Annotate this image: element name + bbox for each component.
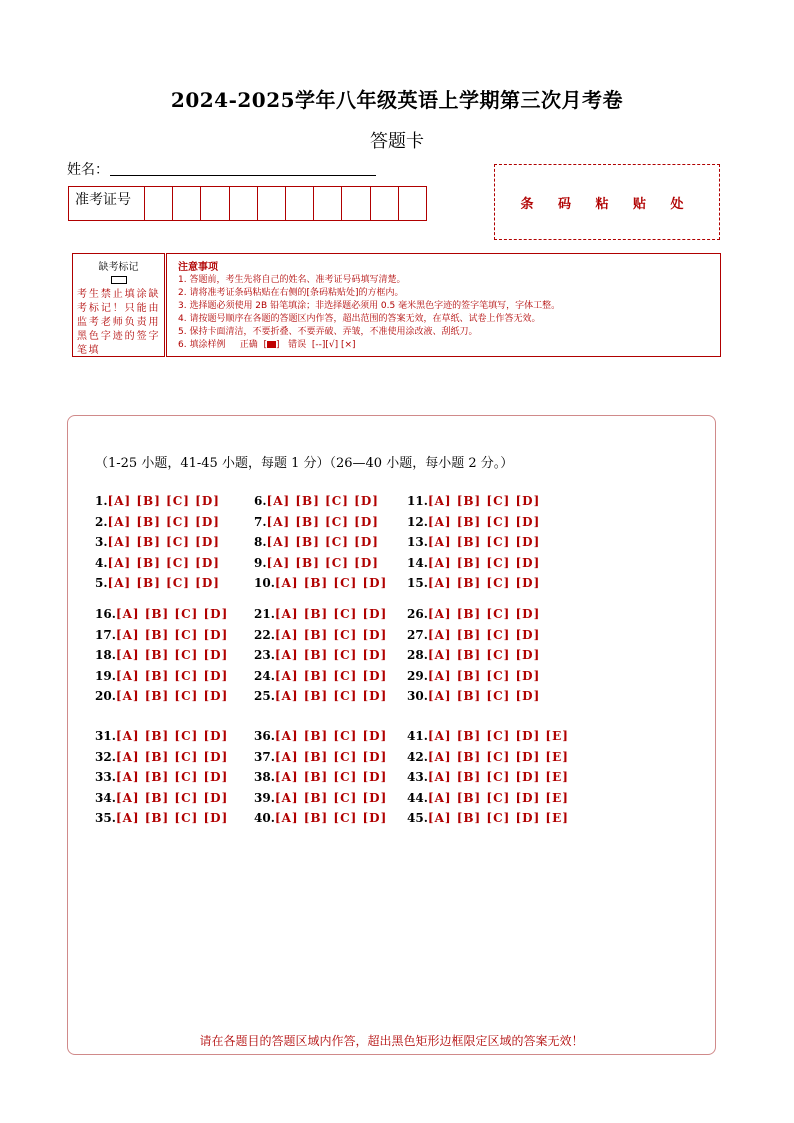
name-label: 姓名： — [67, 162, 109, 178]
question-27[interactable] — [407, 628, 540, 642]
question-number: 18. — [95, 648, 116, 663]
question-number: 29. — [407, 668, 428, 683]
answer-options[interactable]: [A] [B] [C] [D] — [107, 494, 220, 508]
ticket-digit-cell[interactable] — [371, 187, 399, 220]
question-number: 28. — [407, 648, 428, 663]
filled-mark-icon — [267, 341, 276, 348]
question-number: 44. — [407, 790, 428, 805]
question-30[interactable] — [407, 689, 540, 703]
ticket-digit-cell[interactable] — [314, 187, 342, 220]
question-8[interactable] — [254, 535, 379, 549]
notes-item: 5. 保持卡面清洁，不要折叠、不要弄破、弄皱，不准使用涂改液、刮纸刀。 — [178, 327, 478, 337]
question-7[interactable] — [254, 515, 379, 529]
question-45[interactable] — [407, 811, 569, 825]
answer-options[interactable]: [A] [B] [C] [D] — [274, 790, 388, 805]
question-11[interactable] — [407, 494, 540, 508]
absent-mark-checkbox[interactable] — [111, 276, 127, 284]
answer-options[interactable]: [A] [B] [C] [D] — [115, 689, 229, 704]
page-subtitle: 答题卡 — [370, 131, 424, 152]
question-38[interactable] — [254, 770, 387, 784]
question-12[interactable] — [407, 515, 540, 529]
question-2[interactable] — [95, 515, 220, 529]
question-25[interactable] — [254, 689, 387, 703]
question-5[interactable] — [95, 576, 220, 590]
answer-options[interactable]: [A] [B] [C] [D] — [115, 790, 229, 805]
question-32[interactable] — [95, 750, 228, 764]
answer-options[interactable]: [A] [B] [C] [D] — [427, 514, 541, 529]
question-number: 17. — [95, 627, 116, 642]
answer-options[interactable]: [A] [B] [C] [D] [E] — [427, 729, 569, 743]
question-23[interactable] — [254, 648, 387, 662]
answer-options[interactable]: [A] [B] [C] [D] — [274, 729, 388, 743]
question-number: 36. — [254, 729, 275, 743]
question-36[interactable] — [254, 729, 387, 743]
question-number: 16. — [95, 607, 116, 621]
answer-options[interactable]: [A] [B] [C] [D] — [427, 555, 541, 570]
answer-options[interactable]: [A] [B] [C] [D] — [427, 689, 541, 704]
answer-options[interactable]: [A] [B] [C] [D] — [107, 576, 220, 591]
answer-options[interactable]: [A] [B] [C] [D] — [266, 535, 379, 550]
answer-options[interactable]: [A] [B] [C] [D] — [427, 535, 541, 550]
question-number: 34. — [95, 790, 116, 805]
question-16[interactable] — [95, 607, 228, 621]
question-26[interactable] — [407, 607, 540, 621]
answer-options[interactable]: [A] [B] [C] [D] — [274, 689, 388, 704]
ticket-digit-cell[interactable] — [258, 187, 286, 220]
question-number: 12. — [407, 514, 428, 529]
question-number: 3. — [95, 535, 108, 550]
question-number: 2. — [95, 514, 108, 529]
question-number: 33. — [95, 770, 116, 785]
footer-warning: 请在各题目的答题区域内作答，超出黑色矩形边框限定区域的答案无效！ — [199, 1034, 584, 1048]
question-37[interactable] — [254, 750, 387, 764]
sample-correct-label: 正确 — [239, 340, 258, 350]
answer-options[interactable]: [A] [B] [C] [D] — [107, 535, 220, 550]
absent-mark-text: 考生禁止填涂缺考标记！只能由监考老师负责用黑色字迹的签字笔填 — [77, 289, 160, 356]
ticket-number-label: 准考证号 — [69, 187, 145, 220]
question-number: 10. — [254, 576, 275, 591]
question-number: 22. — [254, 627, 275, 642]
sample-prefix: 6. 填涂样例 — [178, 340, 226, 350]
question-15[interactable] — [407, 576, 540, 590]
barcode-area — [494, 164, 720, 240]
question-6[interactable] — [254, 494, 379, 508]
answer-options[interactable]: [A] [B] [C] [D] [E] — [427, 811, 569, 826]
question-number: 39. — [254, 790, 275, 805]
answer-options[interactable]: [A] [B] [C] [D] — [115, 627, 229, 642]
question-number: 8. — [254, 535, 267, 550]
answer-options[interactable]: [A] [B] [C] [D] — [115, 648, 229, 663]
question-40[interactable] — [254, 811, 387, 825]
answer-options[interactable]: [A] [B] [C] [D] — [274, 648, 388, 663]
answer-options[interactable]: [A] [B] [C] [D] — [427, 668, 541, 683]
question-number: 11. — [407, 494, 428, 508]
answer-options[interactable]: [A] [B] [C] [D] — [427, 607, 541, 621]
answer-options[interactable]: [A] [B] [C] [D] — [115, 749, 229, 764]
question-number: 37. — [254, 749, 275, 764]
question-18[interactable] — [95, 648, 228, 662]
answer-options[interactable]: [A] [B] [C] [D] — [274, 811, 388, 826]
answer-options[interactable]: [A] [B] [C] [D] — [115, 770, 229, 785]
notes-item: 2. 请将准考证条码粘贴在右侧的[条码粘贴处]的方框内。 — [178, 288, 404, 298]
ticket-digit-cell[interactable] — [399, 187, 426, 220]
answer-options[interactable]: [A] [B] [C] [D] [E] — [427, 790, 569, 805]
ticket-digit-cell[interactable] — [201, 187, 229, 220]
question-number: 21. — [254, 607, 275, 621]
ticket-digit-cell[interactable] — [342, 187, 370, 220]
absent-mark-title: 缺考标记 — [98, 262, 139, 273]
answer-options[interactable]: [A] [B] [C] [D] — [274, 749, 388, 764]
absent-mark-box — [72, 253, 165, 357]
question-number: 43. — [407, 770, 428, 785]
question-number: 5. — [95, 576, 108, 591]
ticket-digit-cell[interactable] — [286, 187, 314, 220]
question-42[interactable] — [407, 750, 569, 764]
question-41[interactable] — [407, 729, 569, 743]
question-34[interactable] — [95, 791, 228, 805]
question-number: 26. — [407, 607, 428, 621]
answer-options[interactable]: [A] [B] [C] [D] — [427, 648, 541, 663]
notes-item: 1. 答题前，考生先将自己的姓名、准考证号码填写清楚。 — [178, 275, 406, 285]
question-21[interactable] — [254, 607, 387, 621]
question-43[interactable] — [407, 770, 569, 784]
question-13[interactable] — [407, 535, 540, 549]
notes-box — [166, 253, 721, 357]
answer-options[interactable]: [A] [B] [C] [D] — [274, 607, 388, 621]
question-number: 41. — [407, 729, 428, 743]
answer-options[interactable]: [A] [B] [C] [D] [E] — [427, 770, 569, 785]
question-number: 9. — [254, 555, 267, 570]
question-9[interactable] — [254, 556, 379, 570]
ticket-digit-cell[interactable] — [145, 187, 173, 220]
answer-instructions: （1-25 小题，41-45 小题，每题 1 分）（26—40 小题，每小题 2 分。） — [95, 456, 514, 471]
question-number: 27. — [407, 627, 428, 642]
question-20[interactable] — [95, 689, 228, 703]
question-number: 45. — [407, 811, 428, 826]
question-19[interactable] — [95, 669, 228, 683]
answer-options[interactable]: [A] [B] [C] [D] — [266, 514, 379, 529]
answer-options[interactable]: [A] [B] [C] [D] — [115, 811, 229, 826]
question-24[interactable] — [254, 669, 387, 683]
question-22[interactable] — [254, 628, 387, 642]
question-28[interactable] — [407, 648, 540, 662]
question-35[interactable] — [95, 811, 228, 825]
sample-wrong-label: 错误 — [288, 340, 307, 350]
question-1[interactable] — [95, 494, 220, 508]
question-number: 15. — [407, 576, 428, 591]
page-title: 2024-2025学年八年级英语上学期第三次月考卷 — [170, 88, 624, 112]
question-4[interactable] — [95, 556, 220, 570]
question-14[interactable] — [407, 556, 540, 570]
question-number: 38. — [254, 770, 275, 785]
answer-options[interactable]: [A] [B] [C] [D] — [107, 555, 220, 570]
question-number: 32. — [95, 749, 116, 764]
answer-options[interactable]: [A] [B] [C] [D] — [274, 627, 388, 642]
ticket-digit-cell[interactable] — [173, 187, 201, 220]
answer-options[interactable]: [A] [B] [C] [D] [E] — [427, 749, 569, 764]
question-number: 7. — [254, 514, 267, 529]
answer-options[interactable]: [A] [B] [C] [D] — [274, 770, 388, 785]
question-number: 25. — [254, 689, 275, 704]
barcode-label: 条 码 粘 贴 处 — [520, 196, 694, 212]
notes-item: 3. 选择题必须使用 2B 铅笔填涂；非选择题必须用 0.5 毫米黑色字迹的签字笔填写，字体工整。 — [178, 301, 561, 311]
question-number: 42. — [407, 749, 428, 764]
question-number: 31. — [95, 729, 116, 743]
answer-options[interactable]: [A] [B] [C] [D] — [115, 729, 229, 743]
answer-options[interactable]: [A] [B] [C] [D] — [115, 668, 229, 683]
question-31[interactable] — [95, 729, 228, 743]
answer-options[interactable]: [A] [B] [C] [D] — [115, 607, 229, 621]
answer-options[interactable]: [A] [B] [C] [D] — [274, 668, 388, 683]
question-number: 19. — [95, 668, 116, 683]
question-number: 4. — [95, 555, 108, 570]
answer-options[interactable]: [A] [B] [C] [D] — [427, 627, 541, 642]
sample-wrong-marks: [--][√] [×] — [311, 340, 356, 350]
ticket-number-grid — [68, 186, 427, 221]
question-number: 20. — [95, 689, 116, 704]
answer-options[interactable]: [A] [B] [C] [D] — [266, 494, 379, 508]
question-39[interactable] — [254, 791, 387, 805]
notes-sample-row: 6. 填涂样例 正确 [ ] 错误 [--][√] [×] — [178, 340, 356, 350]
question-number: 14. — [407, 555, 428, 570]
question-number: 24. — [254, 668, 275, 683]
answer-options[interactable]: [A] [B] [C] [D] — [107, 514, 220, 529]
question-3[interactable] — [95, 535, 220, 549]
answer-options[interactable]: [A] [B] [C] [D] — [427, 576, 541, 591]
answer-options[interactable]: [A] [B] [C] [D] — [427, 494, 541, 508]
name-field[interactable] — [110, 175, 376, 176]
question-number: 13. — [407, 535, 428, 550]
question-number: 1. — [95, 494, 108, 508]
answer-options[interactable]: [A] [B] [C] [D] — [266, 555, 379, 570]
notes-item: 4. 请按题号顺序在各题的答题区内作答，超出范围的答案无效，在草纸、试卷上作答无效。 — [178, 314, 541, 324]
ticket-digit-cell[interactable] — [230, 187, 258, 220]
question-33[interactable] — [95, 770, 228, 784]
question-10[interactable] — [254, 576, 387, 590]
question-number: 40. — [254, 811, 275, 826]
notes-title: 注意事项 — [178, 262, 218, 273]
question-number: 23. — [254, 648, 275, 663]
question-17[interactable] — [95, 628, 228, 642]
question-29[interactable] — [407, 669, 540, 683]
question-44[interactable] — [407, 791, 569, 805]
question-number: 30. — [407, 689, 428, 704]
answer-options[interactable]: [A] [B] [C] [D] — [274, 576, 388, 591]
question-number: 35. — [95, 811, 116, 826]
question-number: 6. — [254, 494, 267, 508]
